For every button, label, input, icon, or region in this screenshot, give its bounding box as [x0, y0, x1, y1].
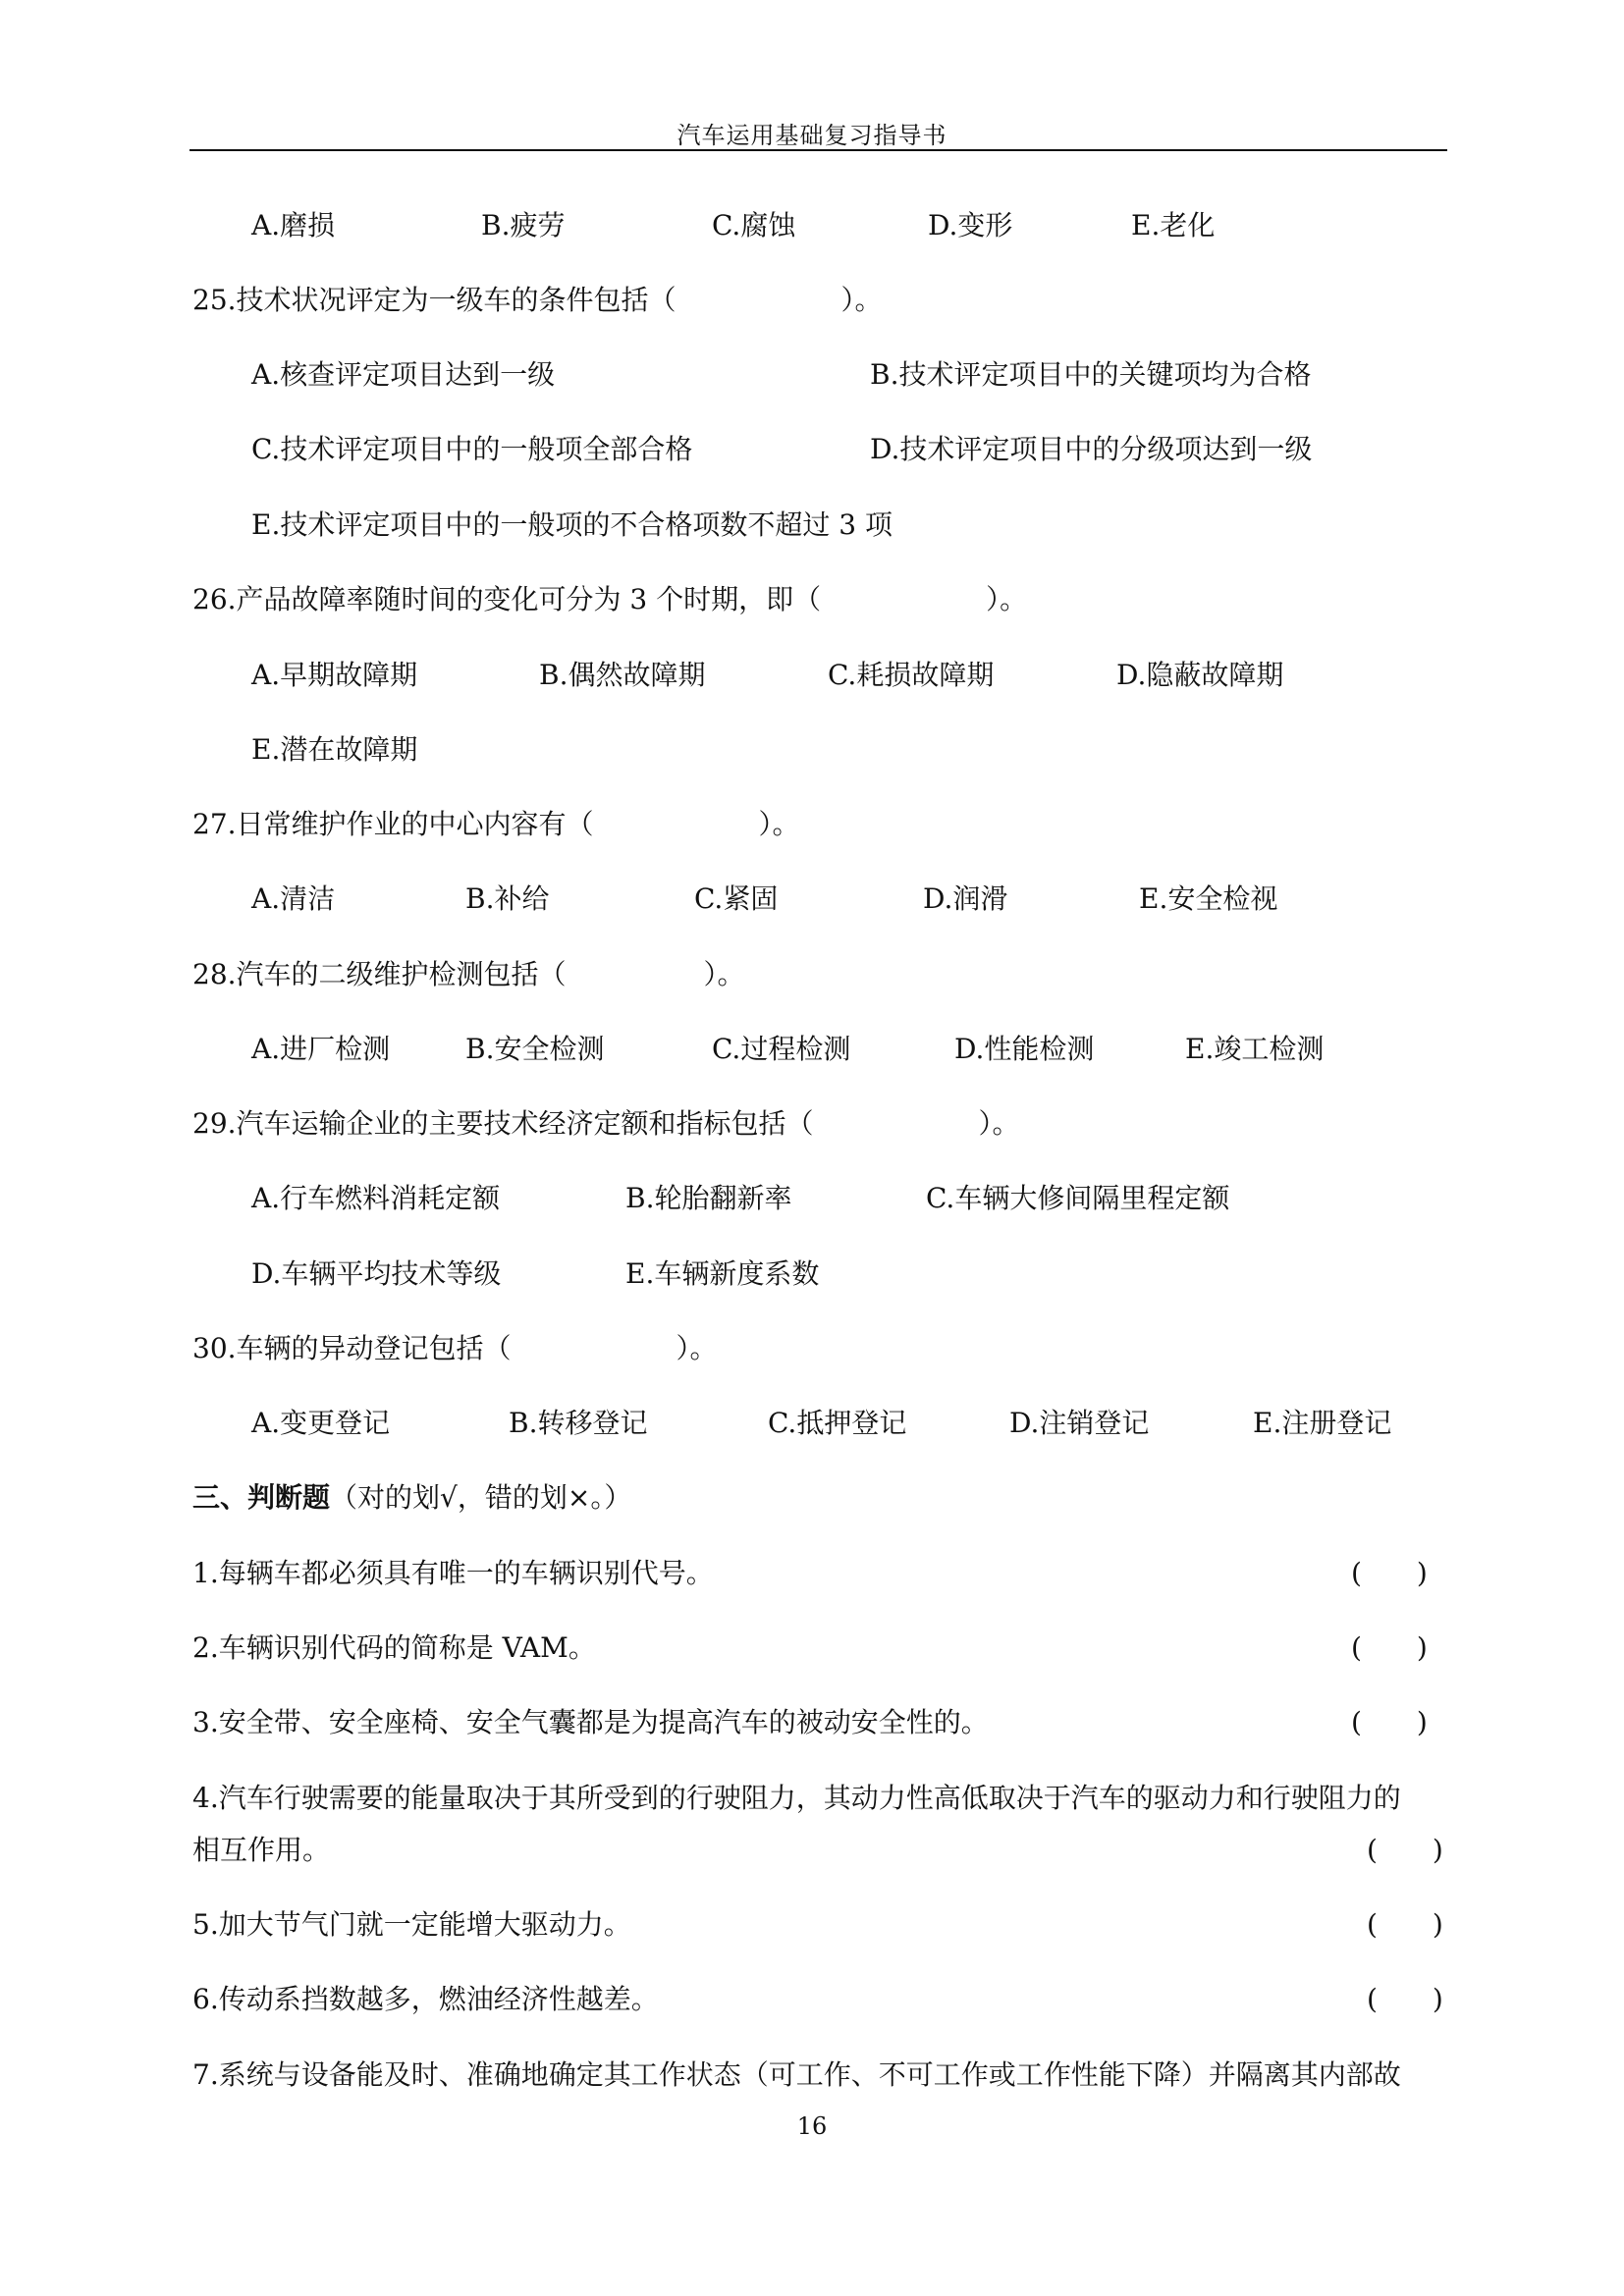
q24-option-c: C.腐蚀 [712, 209, 796, 241]
tf-item-4: 4.汽车行驶需要的能量取决于其所受到的行驶阻力，其动力性高低取决于汽车的驱动力和行驶阻力的 [192, 1782, 1401, 1814]
tf-3-answer-paren: ( ) [1351, 1706, 1428, 1738]
q24-option-b: B.疲劳 [481, 209, 566, 241]
q29-stem: 29.汽车运输企业的主要技术经济定额和指标包括（ ）。 [192, 1107, 1020, 1140]
q30-stem: 30.车辆的异动登记包括（ ）。 [192, 1332, 718, 1364]
q26-option-c: C.耗损故障期 [828, 659, 995, 691]
tf-2-answer-paren: ( ) [1351, 1631, 1428, 1664]
q29-option-a: A.行车燃料消耗定额 [251, 1182, 501, 1214]
q26-option-e: E.潜在故障期 [251, 733, 418, 766]
tf-4-answer-paren: ( ) [1367, 1834, 1443, 1866]
q25-stem: 25.技术状况评定为一级车的条件包括（ ）。 [192, 284, 883, 316]
q27-option-b: B.补给 [465, 882, 550, 915]
q25-option-c: C.技术评定项目中的一般项全部合格 [251, 433, 693, 465]
q26-option-d: D.隐蔽故障期 [1116, 659, 1284, 691]
q27-option-d: D.润滑 [923, 882, 1008, 915]
tf-item-7: 7.系统与设备能及时、准确地确定其工作状态（可工作、不可工作或工作性能下降）并隔离其内部故 [192, 2058, 1401, 2091]
q29-option-b: B.轮胎翻新率 [625, 1182, 792, 1214]
tf-item-5: 5.加大节气门就一定能增大驱动力。 [192, 1908, 631, 1941]
q28-option-b: B.安全检测 [465, 1033, 605, 1065]
tf-item-3: 3.安全带、安全座椅、安全气囊都是为提高汽车的被动安全性的。 [192, 1706, 989, 1738]
q24-option-e: E.老化 [1131, 209, 1216, 241]
q30-option-a: A.变更登记 [251, 1407, 391, 1439]
q28-option-d: D.性能检测 [954, 1033, 1095, 1065]
q24-option-a: A.磨损 [251, 209, 336, 241]
q29-option-d: D.车辆平均技术等级 [251, 1257, 502, 1290]
q30-option-e: E.注册登记 [1253, 1407, 1392, 1439]
q30-option-c: C.抵押登记 [768, 1407, 907, 1439]
running-header: 汽车运用基础复习指导书 [677, 122, 947, 149]
tf-1-answer-paren: ( ) [1351, 1557, 1428, 1589]
q28-stem: 28.汽车的二级维护检测包括（ ）。 [192, 958, 745, 990]
q30-option-d: D.注销登记 [1009, 1407, 1150, 1439]
q27-option-c: C.紧固 [694, 882, 779, 915]
q28-option-c: C.过程检测 [712, 1033, 851, 1065]
q30-option-b: B.转移登记 [509, 1407, 648, 1439]
q29-option-e: E.车辆新度系数 [625, 1257, 820, 1290]
q27-option-e: E.安全检视 [1139, 882, 1278, 915]
q25-option-b: B.技术评定项目中的关键项均为合格 [870, 358, 1312, 391]
tf-item-1: 1.每辆车都必须具有唯一的车辆识别代号。 [192, 1557, 714, 1589]
q25-option-a: A.核查评定项目达到一级 [251, 358, 556, 391]
q28-option-a: A.进厂检测 [251, 1033, 391, 1065]
q24-option-d: D.变形 [928, 209, 1013, 241]
q27-stem: 27.日常维护作业的中心内容有（ ）。 [192, 808, 800, 840]
section-note: （对的划√，错的划×。） [330, 1481, 632, 1514]
tf-6-answer-paren: ( ) [1367, 1983, 1443, 2015]
q26-option-a: A.早期故障期 [251, 659, 418, 691]
header-divider [189, 149, 1447, 151]
tf-item-2: 2.车辆识别代码的简称是 VAM。 [192, 1631, 596, 1664]
page-number: 16 [796, 2112, 828, 2140]
tf-item-6: 6.传动系挡数越多，燃油经济性越差。 [192, 1983, 659, 2015]
section-heading [192, 1478, 631, 1518]
tf-item-4-cont: 相互作用。 [192, 1834, 331, 1866]
q26-option-b: B.偶然故障期 [539, 659, 706, 691]
tf-5-answer-paren: ( ) [1367, 1908, 1443, 1941]
section-title: 三、判断题 [192, 1481, 331, 1514]
q25-option-d: D.技术评定项目中的分级项达到一级 [870, 433, 1313, 465]
q25-option-e: E.技术评定项目中的一般项的不合格项数不超过 3 项 [251, 508, 893, 541]
q29-option-c: C.车辆大修间隔里程定额 [926, 1182, 1230, 1214]
q28-option-e: E.竣工检测 [1185, 1033, 1325, 1065]
q26-stem: 26.产品故障率随时间的变化可分为 3 个时期，即（ ）。 [192, 583, 1028, 615]
q27-option-a: A.清洁 [251, 882, 336, 915]
